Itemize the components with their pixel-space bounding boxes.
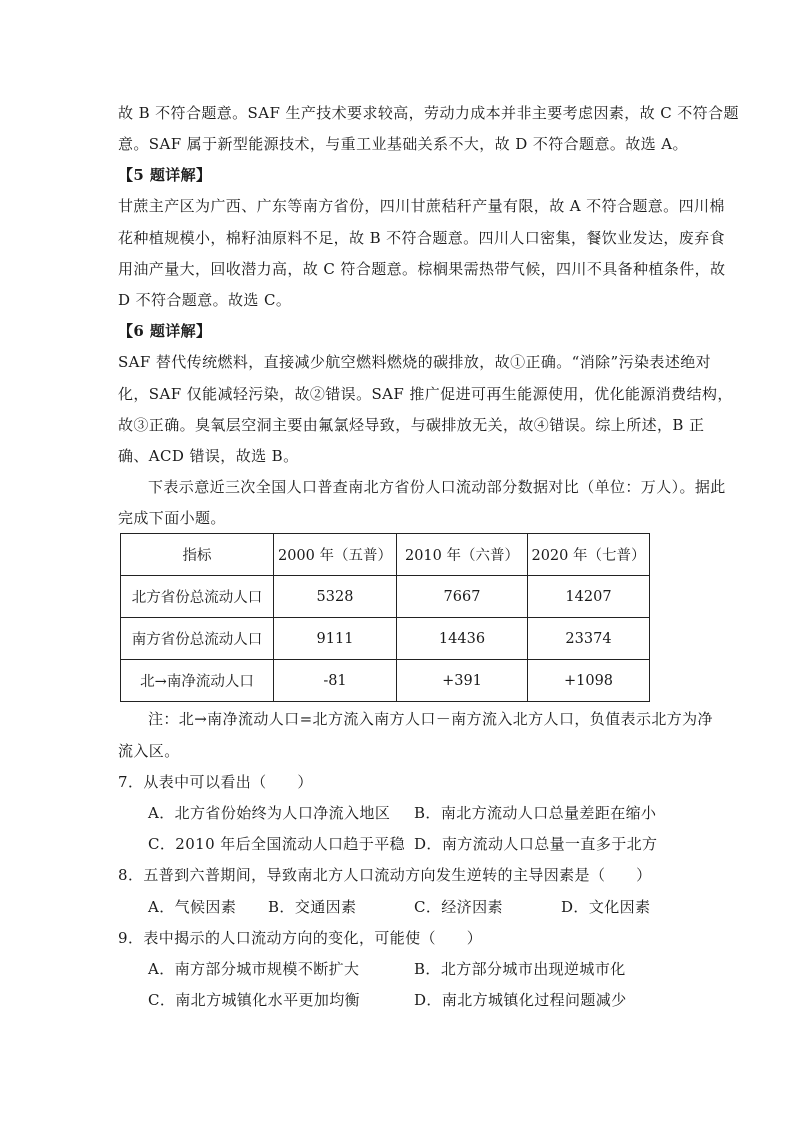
question-7-stem: 7．从表中可以看出（ ） bbox=[118, 773, 313, 791]
table-header-row bbox=[121, 534, 650, 576]
analysis-text: 故 B 不符合题意。SAF 生产技术要求较高，劳动力成本并非主要考虑因素，故 C 不符合题 bbox=[118, 104, 739, 122]
analysis-text: 确、ACD 错误，故选 B。 bbox=[118, 447, 299, 465]
analysis-text: SAF 替代传统燃料，直接减少航空燃料燃烧的碳排放，故①正确。“消除”污染表述绝对 bbox=[118, 353, 712, 371]
question-8-option-b[interactable]: B．交通因素 bbox=[268, 898, 357, 916]
analysis-text: 用油产量大，回收潜力高，故 C 符合题意。棕榈果需热带气候，四川不具备种植条件，故 bbox=[118, 260, 726, 278]
question-9-option-b[interactable]: B．北方部分城市出现逆城市化 bbox=[414, 960, 626, 978]
question-7-option-c[interactable]: C．2010 年后全国流动人口趋于平稳 bbox=[148, 835, 406, 853]
table-cell: -81 bbox=[274, 660, 397, 702]
analysis-text: 故③正确。臭氧层空洞主要由氟氯烃导致，与碳排放无关，故④错误。综上所述，B 正 bbox=[118, 416, 705, 434]
question-7-option-d[interactable]: D．南方流动人口总量一直多于北方 bbox=[414, 835, 658, 853]
table-cell: +1098 bbox=[528, 660, 650, 702]
table-cell: +391 bbox=[397, 660, 528, 702]
question-8-stem: 8．五普到六普期间，导致南北方人口流动方向发生逆转的主导因素是（ ） bbox=[118, 866, 652, 884]
question-7-option-a[interactable]: A．北方省份始终为人口净流入地区 bbox=[148, 804, 391, 822]
question-8-option-a[interactable]: A．气候因素 bbox=[148, 898, 237, 916]
table-cell: 北→南净流动人口 bbox=[121, 660, 274, 702]
table-intro: 下表示意近三次全国人口普查南北方省份人口流动部分数据对比（单位：万人）。据此 bbox=[148, 478, 726, 496]
question-9-option-d[interactable]: D．南北方城镇化过程问题减少 bbox=[414, 991, 627, 1009]
table-note: 注：北→南净流动人口=北方流入南方人口－南方流入北方人口，负值表示北方为净 bbox=[148, 710, 713, 728]
analysis-text: 甘蔗主产区为广西、广东等南方省份，四川甘蔗秸秆产量有限，故 A 不符合题意。四川棉 bbox=[118, 197, 725, 215]
analysis-text: 花种植规模小，棉籽油原料不足，故 B 不符合题意。四川人口密集，餐饮业发达，废弃食 bbox=[118, 229, 725, 247]
table-header-cell: 2010 年（六普） bbox=[397, 534, 528, 576]
table-header-cell: 指标 bbox=[121, 534, 274, 576]
question-7-option-b[interactable]: B．南北方流动人口总量差距在缩小 bbox=[414, 804, 657, 822]
table-cell: 南方省份总流动人口 bbox=[121, 618, 274, 660]
question-8-option-c[interactable]: C．经济因素 bbox=[414, 898, 503, 916]
question-9-option-a[interactable]: A．南方部分城市规模不断扩大 bbox=[148, 960, 360, 978]
table-cell: 14436 bbox=[397, 618, 528, 660]
table-cell: 9111 bbox=[274, 618, 397, 660]
table-cell: 23374 bbox=[528, 618, 650, 660]
table-cell: 5328 bbox=[274, 576, 397, 618]
analysis-text: 意。SAF 属于新型能源技术，与重工业基础关系不大，故 D 不符合题意。故选 A。 bbox=[118, 135, 688, 153]
analysis-text: D 不符合题意。故选 C。 bbox=[118, 291, 292, 309]
table-note: 流入区。 bbox=[118, 742, 180, 760]
analysis-text: 化，SAF 仅能减轻污染，故②错误。SAF 推广促进可再生能源使用，优化能源消费结构， bbox=[118, 385, 733, 403]
section-heading-q5: 【5 题详解】 bbox=[118, 166, 212, 184]
table-cell: 14207 bbox=[528, 576, 650, 618]
question-9-stem: 9．表中揭示的人口流动方向的变化，可能使（ ） bbox=[118, 929, 483, 947]
table-row bbox=[121, 660, 650, 702]
question-8-option-d[interactable]: D．文化因素 bbox=[561, 898, 651, 916]
table-row bbox=[121, 576, 650, 618]
question-9-option-c[interactable]: C．南北方城镇化水平更加均衡 bbox=[148, 991, 361, 1009]
table-cell: 北方省份总流动人口 bbox=[121, 576, 274, 618]
table-cell: 7667 bbox=[397, 576, 528, 618]
table-intro: 完成下面小题。 bbox=[118, 509, 226, 527]
table-row bbox=[121, 618, 650, 660]
section-heading-q6: 【6 题详解】 bbox=[118, 322, 212, 340]
population-table bbox=[120, 533, 650, 702]
table-header-cell: 2000 年（五普） bbox=[274, 534, 397, 576]
table-header-cell: 2020 年（七普） bbox=[528, 534, 650, 576]
